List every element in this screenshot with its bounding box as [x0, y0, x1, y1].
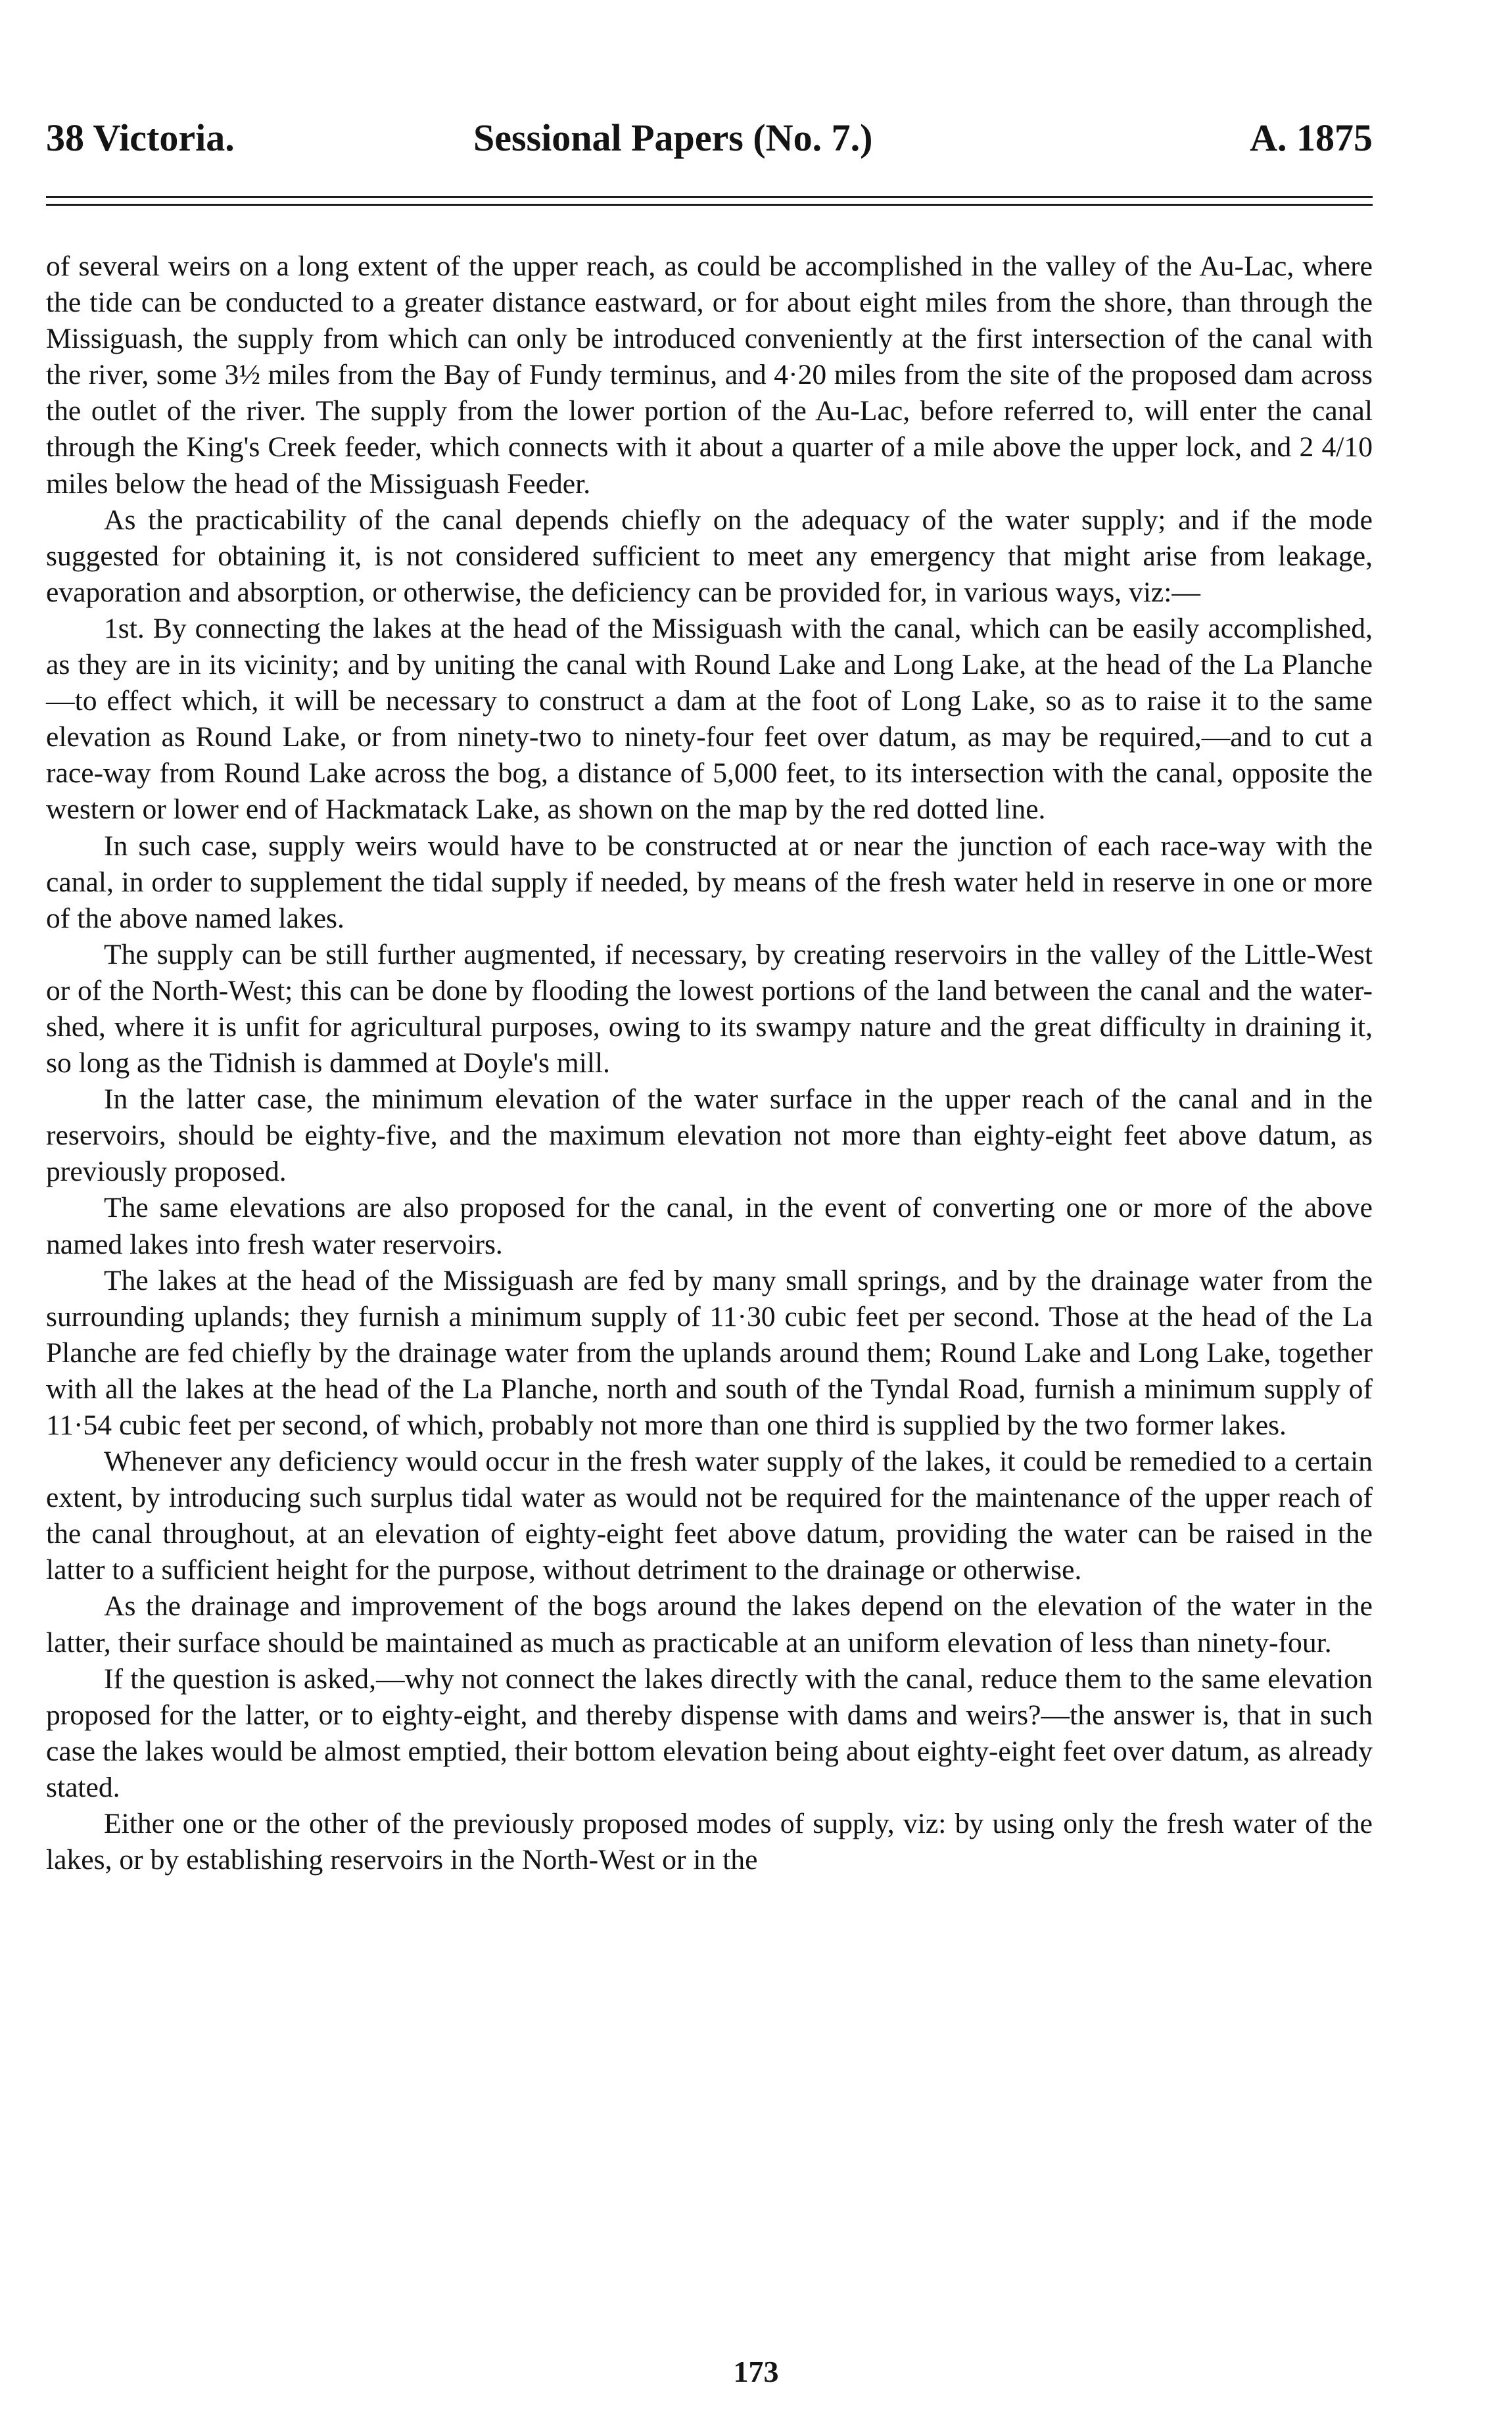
page-number: 173	[733, 2355, 779, 2388]
header-rule-top	[46, 196, 1373, 198]
paragraph: The same elevations are also proposed for the canal, in the event of converting one or more of the above named lakes into fresh water reservoirs.	[46, 1192, 1373, 1260]
paragraph: In the latter case, the minimum elevation of the water surface in the upper reach of the canal and in the reservoirs, should be eighty-five, and the maximum elevation not more than eighty-eight feet above datum, as previously proposed.	[46, 1083, 1373, 1188]
paragraph: Either one or the other of the previously proposed modes of supply, viz: by using only the fresh water of the lakes, or by establishing reservoirs in the North-West or in the	[46, 1808, 1373, 1876]
paragraph: Whenever any deficiency would occur in the fresh water supply of the lakes, it could be remedied to a certain extent, by introducing such surplus tidal water as would not be required for the maintenance of the upper reach of the canal throughout, at an elevation of eighty-eight feet above datum, providing the water can be raised in the latter to a sufficient height for the purpose, without detriment to the drainage or otherwise.	[46, 1446, 1373, 1586]
header-volume: 38 Victoria.	[46, 116, 235, 159]
paragraph: As the drainage and improvement of the bogs around the lakes depend on the elevation of the water in the latter, their surface should be maintained as much as practicable at an uniform elevation of less than ninety-four.	[46, 1590, 1373, 1659]
running-header	[46, 112, 1373, 164]
header-rule-bottom	[46, 204, 1373, 206]
paragraph: If the question is asked,—why not connect the lakes directly with the canal, reduce them to the same elevation proposed for the latter, or to eighty-eight, and thereby dispense with dams and weirs?—the answer is, that in such case the lakes would be almost emptied, their bottom elevation being about eighty-eight feet over datum, as already stated.	[46, 1663, 1373, 1803]
header-year: A. 1875	[1250, 116, 1373, 159]
paragraph: The supply can be still further augmented, if necessary, by creating reservoirs in the valley of the Little-West or of the North-West; this can be done by flooding the lowest portions of the land between the canal and the water-shed, where it is unfit for agricultural purposes, owing to its swampy nature and the great difficulty in draining it, so long as the Tidnish is dammed at Doyle's mill.	[46, 938, 1373, 1079]
body-text	[46, 248, 1373, 1878]
paragraph: The lakes at the head of the Missiguash are fed by many small springs, and by the drainage water from the surrounding uplands; they furnish a minimum supply of 11·30 cubic feet per second. Those at the head of the La Planche are fed chiefly by the drainage water from the uplands around them; Round Lake and Long Lake, together with all the lakes at the head of the La Planche, north and south of the Tyndal Road, furnish a minimum supply of 11·54 cubic feet per second, of which, probably not more than one third is supplied by the two former lakes.	[46, 1264, 1373, 1441]
paragraph: In such case, supply weirs would have to be constructed at or near the junction of each race-way with the canal, in order to supplement the tidal supply if needed, by means of the fresh water held in reserve in one or more of the above named lakes.	[46, 830, 1373, 934]
paragraph: As the practicability of the canal depends chiefly on the adequacy of the water supply; and if the mode suggested for obtaining it, is not considered sufficient to meet any emergency that might arise from leakage, evaporation and absorption, or otherwise, the deficiency can be provided for, in various ways, viz:—	[46, 504, 1373, 608]
header-title: Sessional Papers (No. 7.)	[473, 116, 873, 159]
paragraph: of several weirs on a long extent of the upper reach, as could be accomplished in the valley of the Au-Lac, where the tide can be conducted to a greater distance eastward, or for about eight miles from the shore, than through the Missiguash, the supply from which can only be introduced conveniently at the first intersection of the canal with the river, some 3½ miles from the Bay of Fundy terminus, and 4·20 miles from the site of the proposed dam across the outlet of the river. The supply from the lower portion of the Au-Lac, before referred to, will enter the canal through the King's Creek feeder, which connects with it about a quarter of a mile above the upper lock, and 2 4/10 miles below the head of the Missiguash Feeder.	[46, 250, 1373, 500]
paragraph: 1st. By connecting the lakes at the head of the Missiguash with the canal, which can be easily accomplished, as they are in its vicinity; and by uniting the canal with Round Lake and Long Lake, at the head of the La Planche—to effect which, it will be necessary to construct a dam at the foot of Long Lake, so as to raise it to the same elevation as Round Lake, or from ninety-two to ninety-four feet over datum, as may be required,—and to cut a race-way from Round Lake across the bog, a distance of 5,000 feet, to its intersection with the canal, opposite the western or lower end of Hackmatack Lake, as shown on the map by the red dotted line.	[46, 612, 1373, 826]
